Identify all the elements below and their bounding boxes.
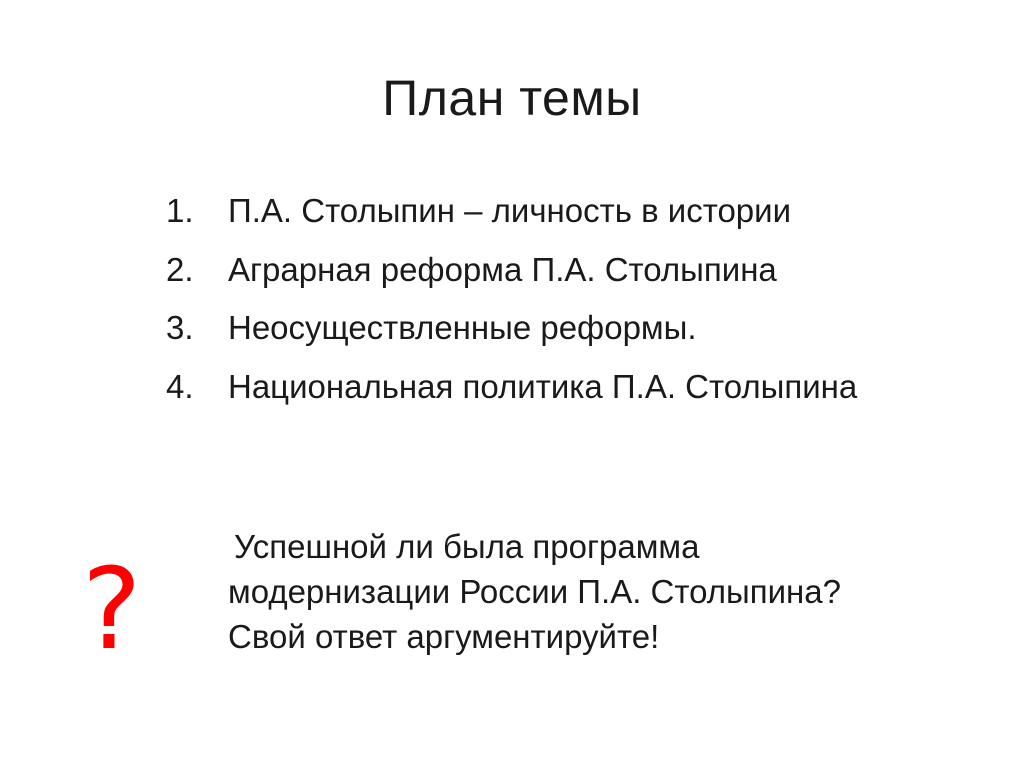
plan-item-4	[166, 358, 857, 417]
plan-item-1	[166, 182, 857, 241]
plan-item-number: 1.	[166, 192, 194, 229]
plan-item-text: П.А. Столыпин – личность в истории	[228, 192, 792, 229]
question-mark-icon: ?	[82, 545, 142, 675]
plan-item-number: 2.	[166, 250, 194, 288]
question-line-2: модернизации России П.А. Столыпина?	[228, 573, 841, 610]
question-line-1: Успешной ли была программа	[234, 528, 700, 565]
slide-title: План темы	[382, 70, 642, 126]
plan-item-number: 3.	[166, 309, 194, 346]
plan-item-2	[166, 241, 857, 300]
plan-list	[166, 182, 857, 416]
plan-item-text: Неосуществленные реформы.	[228, 309, 697, 346]
plan-item-text: Национальная политика П.А. Столыпина	[228, 367, 858, 405]
plan-item-3	[166, 299, 857, 358]
plan-item-text: Аграрная реформа П.А. Столыпина	[228, 250, 777, 288]
question-line-3: Свой ответ аргументируйте!	[228, 618, 660, 655]
plan-item-number: 4.	[166, 367, 194, 405]
discussion-question	[228, 524, 841, 659]
